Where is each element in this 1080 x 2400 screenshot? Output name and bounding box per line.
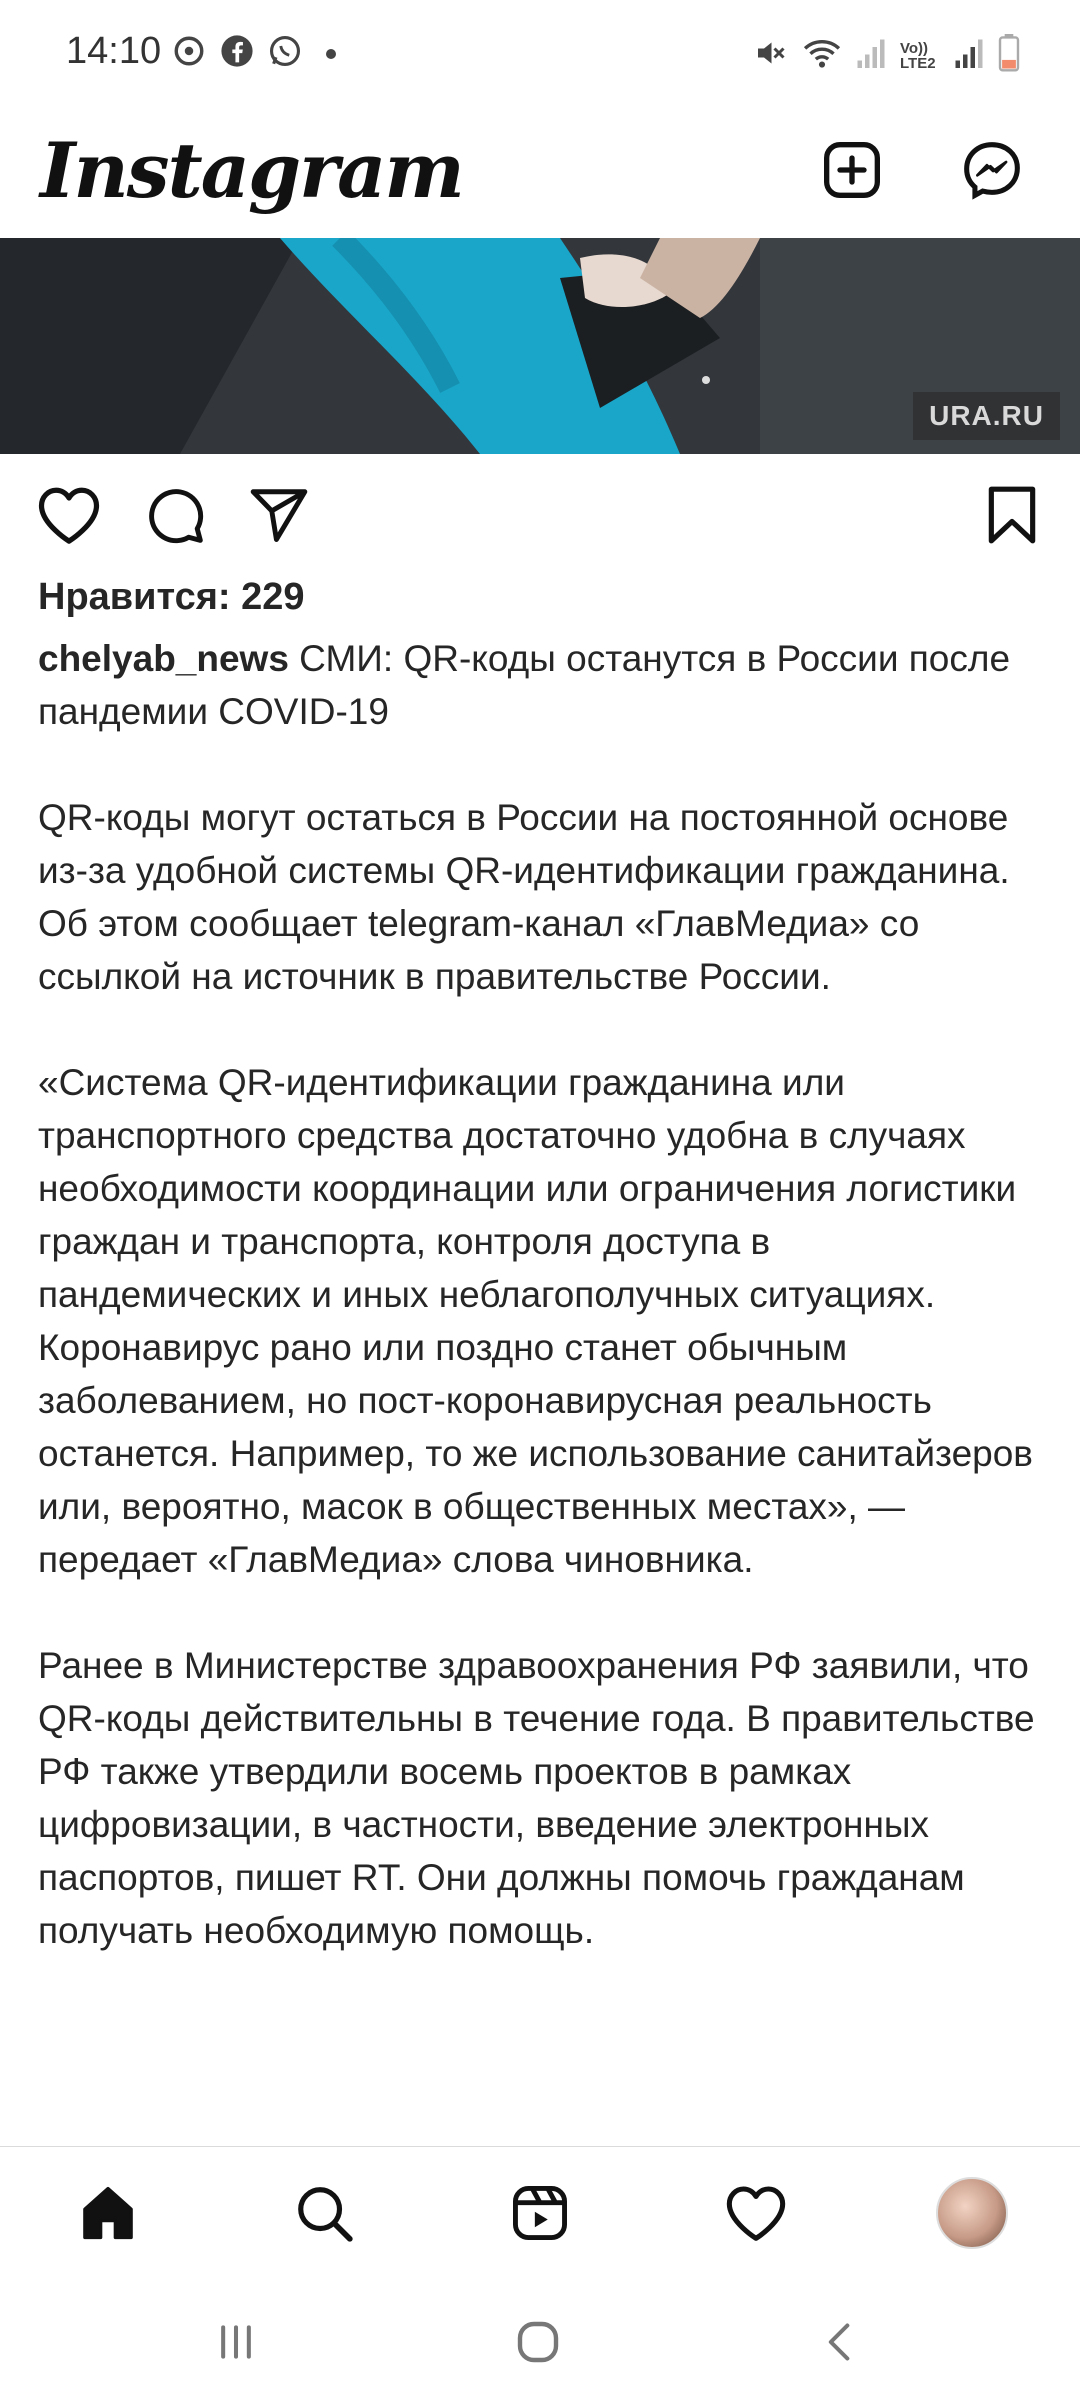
caption-paragraph: «Система QR-идентификации гражданина или транспортного средства достаточно удобна в случаях необходимости координации или ограничения логистики граждан и транспорта, контроля доступа в пандемических и иных неблагополучных ситуациях. Коронавирус рано или поздно станет обычным заболеванием, но пост-коронавирусная реальность останется. Например, то же использование санитайзеров или, вероятно, масок в общественных местах», — передает «ГлавМедиа» слова чиновника. bbox=[38, 1062, 1033, 1580]
reels-icon bbox=[509, 2182, 571, 2244]
mute-icon bbox=[752, 35, 788, 76]
home-icon bbox=[76, 2182, 140, 2244]
likes-count[interactable]: Нравится: 229 bbox=[38, 576, 305, 618]
plus-square-icon bbox=[820, 138, 884, 202]
caption-title: СМИ: QR-коды останутся в России после пандемии COVID-19 bbox=[38, 638, 1011, 732]
nav-profile[interactable] bbox=[936, 2177, 1008, 2249]
signal-icon bbox=[856, 36, 886, 75]
image-watermark: URA.RU bbox=[913, 392, 1060, 440]
new-post-button[interactable] bbox=[814, 132, 890, 208]
system-nav-bar bbox=[0, 2276, 1080, 2400]
recents-button[interactable] bbox=[206, 2312, 266, 2372]
status-bar bbox=[0, 0, 1080, 110]
recents-icon bbox=[214, 2320, 258, 2364]
nav-home[interactable] bbox=[72, 2177, 144, 2249]
vpn-icon bbox=[172, 34, 206, 73]
heart-icon bbox=[36, 484, 102, 546]
send-icon bbox=[248, 484, 310, 546]
profile-avatar bbox=[936, 2177, 1008, 2249]
bookmark-icon bbox=[984, 484, 1040, 546]
home-circle-icon bbox=[514, 2318, 562, 2366]
app-header bbox=[0, 110, 1080, 238]
nav-reels[interactable] bbox=[504, 2177, 576, 2249]
messenger-icon bbox=[960, 138, 1024, 202]
nav-search[interactable] bbox=[288, 2177, 360, 2249]
comment-button[interactable] bbox=[144, 484, 206, 551]
save-button[interactable] bbox=[984, 533, 1040, 550]
post-actions bbox=[0, 474, 1080, 554]
search-icon bbox=[293, 2182, 355, 2244]
post-caption bbox=[38, 632, 1042, 2010]
volte-icon: Vo)) LTE2 bbox=[900, 39, 936, 72]
caption-paragraph: QR-коды могут остаться в России на постоянной основе из-за удобной системы QR-идентификации гражданина. Об этом сообщает telegram-канал «ГлавМедиа» со ссылкой на источник в правительстве России. bbox=[38, 797, 1010, 997]
bottom-nav bbox=[0, 2146, 1080, 2277]
caption-headline bbox=[38, 632, 1042, 738]
post-username[interactable]: chelyab_news bbox=[38, 638, 289, 679]
back-icon bbox=[818, 2320, 862, 2364]
whatsapp-icon bbox=[268, 34, 302, 73]
instagram-logo[interactable]: Instagram bbox=[40, 126, 463, 215]
messenger-button[interactable] bbox=[954, 132, 1030, 208]
like-button[interactable] bbox=[36, 484, 102, 551]
post-image[interactable] bbox=[0, 238, 1080, 454]
facebook-icon bbox=[220, 34, 254, 73]
share-button[interactable] bbox=[248, 484, 310, 551]
back-button[interactable] bbox=[810, 2312, 870, 2372]
status-time: 14:10 bbox=[66, 30, 162, 72]
signal-2-icon bbox=[954, 36, 984, 75]
battery-icon bbox=[998, 34, 1020, 77]
activity-heart-icon bbox=[724, 2183, 788, 2243]
system-home-button[interactable] bbox=[508, 2312, 568, 2372]
nav-activity[interactable] bbox=[720, 2177, 792, 2249]
comment-icon bbox=[144, 484, 206, 546]
caption-paragraph: Ранее в Министерстве здравоохранения РФ заявили, что QR-коды действительны в течение года. В правительстве РФ также утвердили восемь проектов в рамках цифровизации, в частности, введение электронных паспортов, пишет RT. Они должны помочь гражданам получать необходимую помощь. bbox=[38, 1645, 1035, 1951]
wifi-icon bbox=[802, 35, 842, 76]
notification-dot-icon bbox=[326, 49, 336, 59]
